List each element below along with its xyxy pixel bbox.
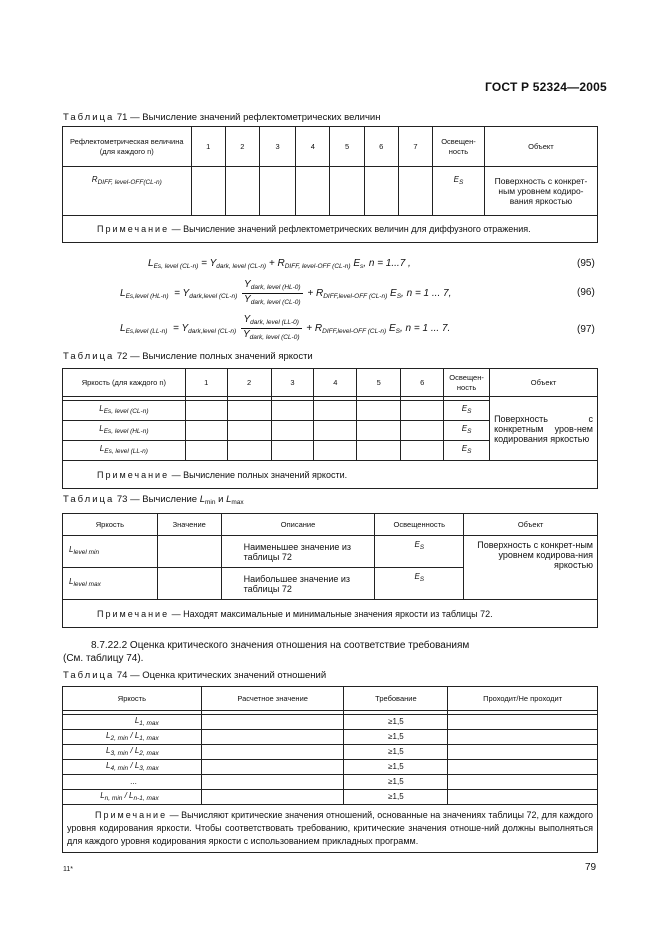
table72-row-1: $L_{Es, level (CL-n)}$ [63, 401, 186, 421]
table72-note: Примечание — Вычисление полных значений яркости. [63, 461, 598, 489]
table71-header-5: 5 [330, 127, 364, 167]
table71-caption-text: 71 — Вычисление значений рефлектометрических величин [114, 112, 381, 123]
table72-header-5: 5 [357, 369, 401, 397]
table73-row-min: $L_{level min}$ [63, 536, 158, 568]
table73-desc-min: Наименьшее значение из таблицы 72 [221, 536, 375, 568]
table74-req-3: ≥1,5 [344, 745, 448, 760]
table71-object: Поверхность с конкрет-ным уровнем кодиро-вания яркостью [484, 167, 597, 216]
table72-illum-1: $E_S$ [444, 401, 490, 421]
table74-req-1: ≥1,5 [344, 715, 448, 730]
table71-header-6: 6 [364, 127, 398, 167]
table74-row-1: $L_{1, max}$ [63, 715, 202, 730]
table74-row-2: $L_{2, min} / L_{1, max}$ [63, 730, 202, 745]
table72-header-6: 6 [401, 369, 444, 397]
table71-header-2: 2 [225, 127, 259, 167]
table74-row-6: $L_{n, min} / L_{n-1, max}$ [63, 790, 202, 805]
table72-caption: Таблица 72 — Вычисление полных значений яркости [63, 351, 313, 362]
table74-row-3: $L_{3, min} / L_{2, max}$ [63, 745, 202, 760]
table73-header-description: Описание [221, 514, 375, 536]
table74-header-luminance: Яркость [63, 687, 202, 711]
table72 [62, 368, 598, 489]
table73-object: Поверхность с конкрет-ным уровнем кодирова-ния яркостью [464, 536, 598, 600]
table73-illum-max: $E_S$ [375, 568, 464, 600]
table74-header-requirement: Требование [344, 687, 448, 711]
table71-header-object: Объект [484, 127, 597, 167]
table71-header-1: 1 [191, 127, 225, 167]
table74-req-5: ≥1,5 [344, 775, 448, 790]
table73-row-max: $L_{level max}$ [63, 568, 158, 600]
table71-header-quantity: Рефлектометрическая величина (для каждого n) [63, 127, 192, 167]
table74-row-4: $L_{4, min} / L_{3, max}$ [63, 760, 202, 775]
table74-row-5: ... [63, 775, 202, 790]
table73-desc-max: Наибольшее значение из таблицы 72 [221, 568, 375, 600]
table74-req-4: ≥1,5 [344, 760, 448, 775]
equation-96-number: (96) [577, 287, 595, 298]
table72-header-1: 1 [185, 369, 227, 397]
table72-header-2: 2 [227, 369, 271, 397]
equation-97: $L_{Es,level (LL-n)} = Y_{dark,level (CL-n)}$ $\frac{Y_{dark, level (LL-0)}}{Y_{dark, level (CL-0)}}$ + $R_{DIFF,level-OFF (CL-n)}$ $E_S$, n = 1 ... 7. [120, 314, 451, 341]
table73-caption: Таблица 73 — Вычисление $L_{min}$ и $L_{max}$ [63, 494, 244, 506]
equation-95-number: (95) [577, 258, 595, 269]
table72-illum-3: $E_S$ [444, 441, 490, 461]
table72-row-3: $L_{Es, level (LL-n)}$ [63, 441, 186, 461]
table71-caption-word: Таблица [63, 112, 115, 123]
equation-96: $L_{Es,level (HL-n)} = Y_{dark,level (CL-n)}$ $\frac{Y_{dark, level (HL-0)}}{Y_{dark, level (CL-0)}}$ + $R_{DIFF,level-OFF (CL-n)}$ $E_S$, n = 1 ... 7, [120, 279, 452, 306]
page-number: 79 [585, 862, 597, 873]
table71-note: Примечание — Вычисление значений рефлектометрических величин для диффузного отражения. [63, 216, 598, 243]
table71-header-4: 4 [296, 127, 330, 167]
table72-header-luminance: Яркость (для каждого n) [63, 369, 186, 397]
table72-header-3: 3 [271, 369, 314, 397]
section-text-line2: (См. таблицу 74). [63, 653, 144, 664]
table74-req-6: ≥1,5 [344, 790, 448, 805]
table72-object: Поверхность с конкретным уров-нем кодирования яркостью [490, 397, 598, 461]
table71-header-7: 7 [398, 127, 432, 167]
equation-95: $L_{Es, level (CL-n)} = Y_{dark, level (CL-n)} + R_{DIFF, level-OFF (CL-n)}$ $E_s$, n = 1...7 , [148, 258, 411, 270]
table72-header-object: Объект [490, 369, 598, 397]
table71-header-3: 3 [259, 127, 295, 167]
standard-header: ГОСТ Р 52324—2005 [485, 80, 607, 94]
table71-illuminance: $E_S$ [433, 167, 485, 216]
section-text-line1: 8.7.22.2 Оценка критического значения отношения на соответствие требованиям [91, 640, 470, 651]
table73-header-illuminance: Освещенность [375, 514, 464, 536]
table73-illum-min: $E_S$ [375, 536, 464, 568]
table74 [62, 686, 598, 853]
table71 [62, 126, 598, 243]
table73-note: Примечание — Находят максимальные и минимальные значения яркости из таблицы 72. [63, 600, 598, 628]
table73-header-luminance: Яркость [63, 514, 158, 536]
equation-97-number: (97) [577, 324, 595, 335]
table74-caption: Таблица 74 — Оценка критических значений отношений [63, 670, 327, 681]
table71-row-symbol: $R_{DIFF, level-OFF(CL-n)}$ [63, 167, 192, 216]
section-heading [91, 639, 469, 652]
footer-mark: 11* [63, 866, 73, 873]
table73 [62, 513, 598, 628]
table72-row-2: $L_{Es, level (HL-n)}$ [63, 421, 186, 441]
table74-note: Примечание — Вычисляют критические значения отношений, основанные на значениях таблицы 72, для каждого уровня кодирования яркости. Чтобы соответствовать требованию, критические значения отноше-ний должны выполняться для каждого уровня кодирования яркости с использованием прикладных программ. [63, 805, 598, 853]
table74-header-calculated: Расчетное значение [201, 687, 344, 711]
table73-header-object: Объект [464, 514, 598, 536]
table74-header-pass-fail: Проходит/Не проходит [448, 687, 598, 711]
table72-header-4: 4 [314, 369, 357, 397]
table71-header-illuminance: Освещен-ность [433, 127, 485, 167]
table72-header-illuminance: Освещен-ность [444, 369, 490, 397]
table73-header-value: Значение [157, 514, 221, 536]
table71-caption [63, 112, 380, 123]
table72-illum-2: $E_S$ [444, 421, 490, 441]
table74-req-2: ≥1,5 [344, 730, 448, 745]
